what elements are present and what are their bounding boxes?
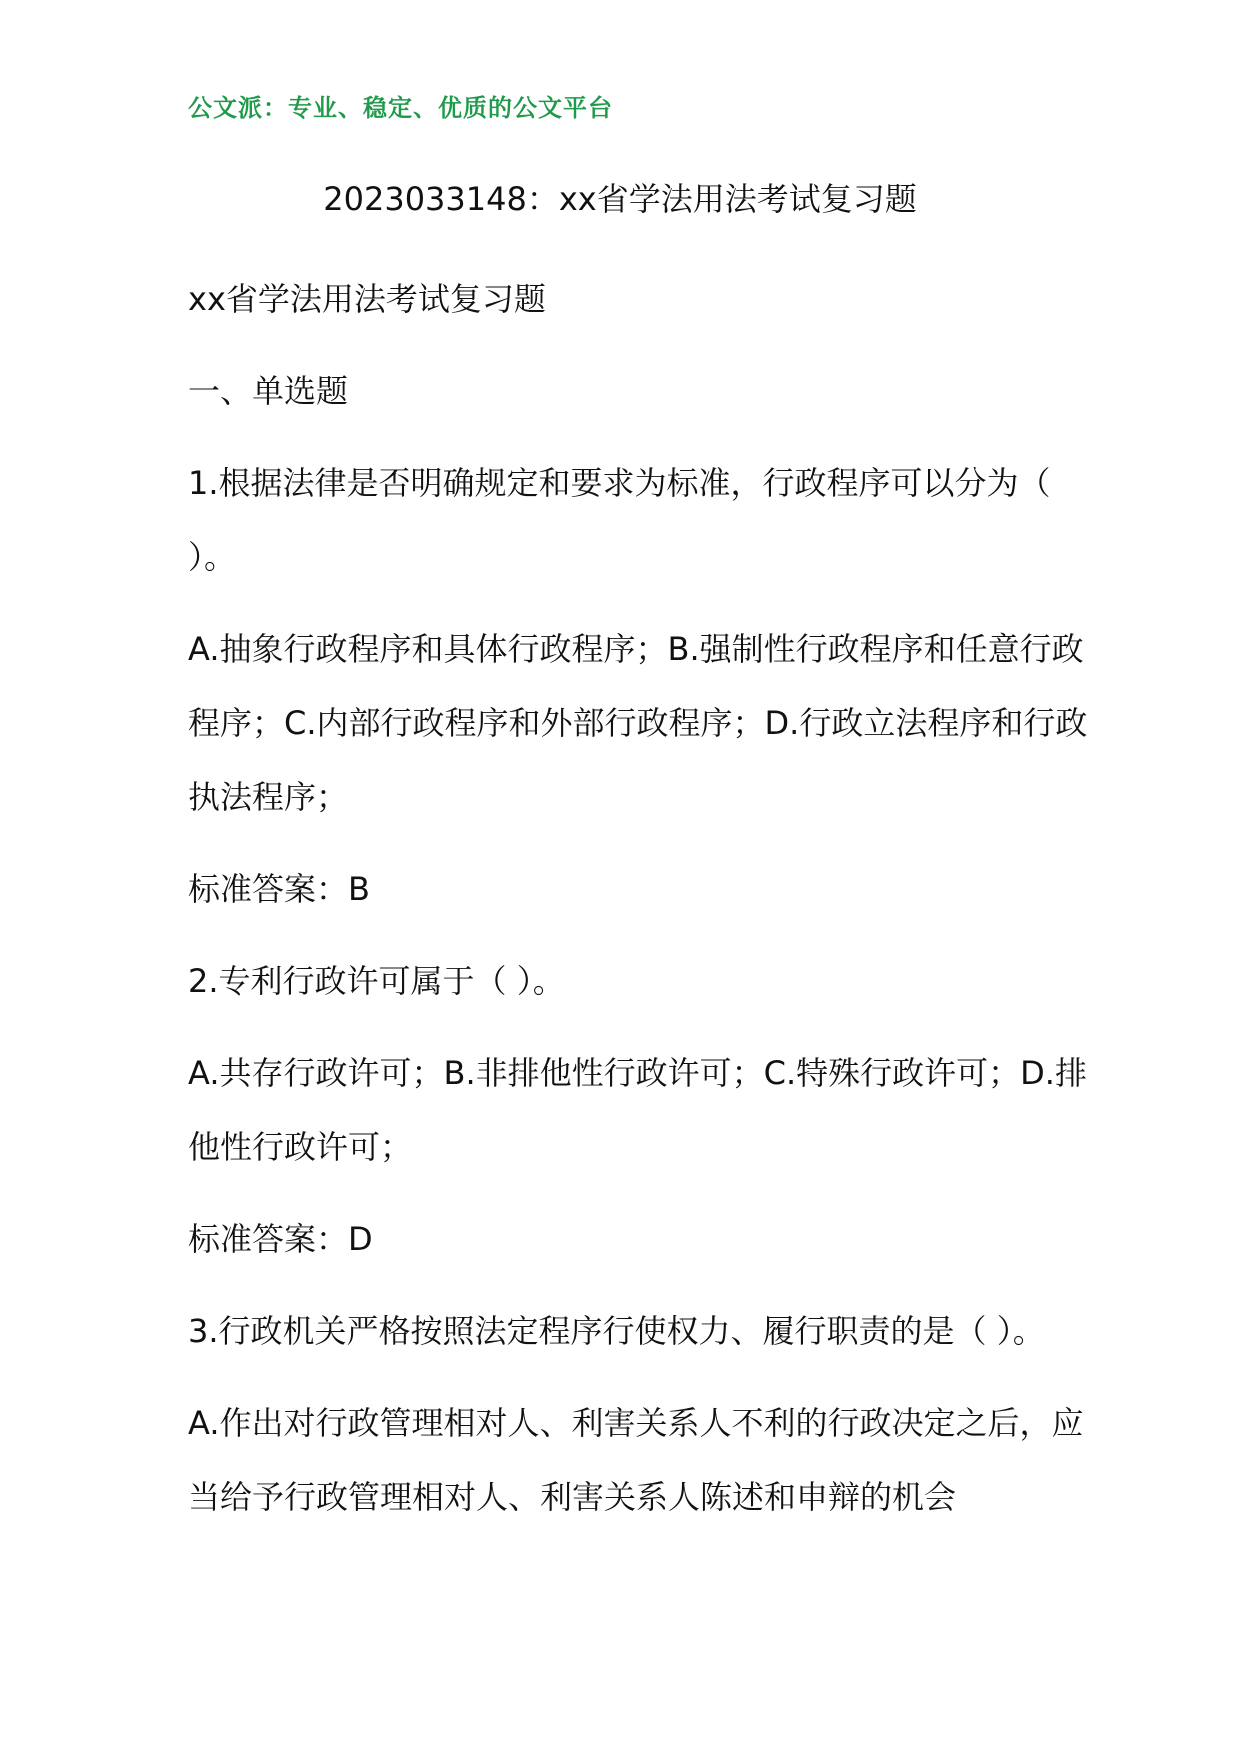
question-2: 2.专利行政许可属于（ ）。	[188, 962, 565, 1000]
document-title: 2023033148：xx省学法用法考试复习题	[323, 180, 917, 218]
question-3-options: A.作出对行政管理相对人、利害关系人不利的行政决定之后，应当给予行政管理相对人、利害关系人陈述和申辩的机会	[188, 1404, 1084, 1516]
question-1: 1.根据法律是否明确规定和要求为标准，行政程序可以分为（ ）。	[188, 464, 1051, 576]
question-1-options: A.抽象行政程序和具体行政程序；B.强制性行政程序和任意行政程序；C.内部行政程序和外部行政程序；D.行政立法程序和行政执法程序；	[188, 630, 1088, 816]
watermark-banner: 公文派：专业、稳定、优质的公文平台	[188, 94, 613, 122]
document-body	[188, 262, 1088, 1552]
section-heading: 一、单选题	[188, 372, 349, 410]
question-3: 3.行政机关严格按照法定程序行使权力、履行职责的是（ ）。	[188, 1312, 1045, 1350]
question-2-options: A.共存行政许可；B.非排他性行政许可；C.特殊行政许可；D.排他性行政许可；	[188, 1054, 1087, 1166]
question-2-answer: 标准答案：D	[188, 1220, 373, 1258]
question-1-answer: 标准答案：B	[188, 870, 370, 908]
subtitle: xx省学法用法考试复习题	[188, 280, 546, 318]
